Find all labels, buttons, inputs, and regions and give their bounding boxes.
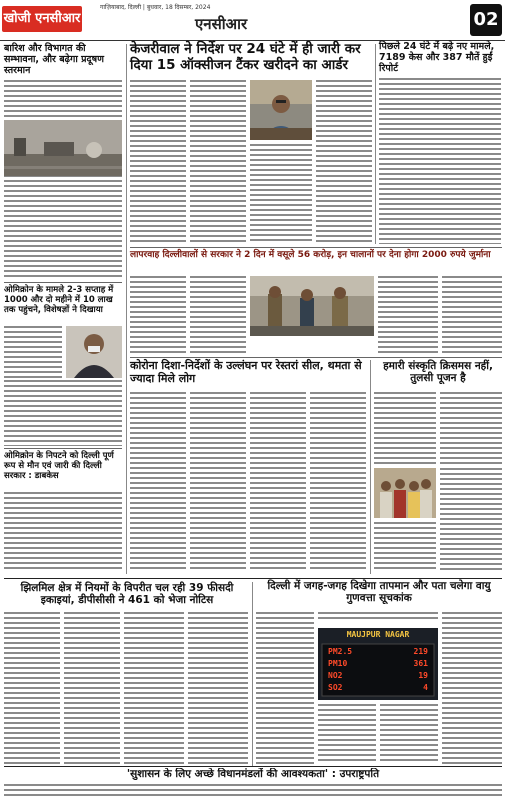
jhilmil-body-col4 [188, 612, 248, 764]
culture-body-col3 [440, 468, 502, 572]
delhi-body-col3 [318, 704, 376, 764]
section-title: एनसीआर [195, 15, 248, 33]
divider [4, 578, 502, 579]
aqi-label: PM10 [328, 659, 348, 668]
delhi-body-col4 [380, 704, 438, 764]
press-conference-image [250, 80, 312, 140]
newspaper-logo: खोजी एनसीआर [2, 6, 82, 32]
culture-body-col2 [440, 392, 502, 466]
mid-body-col2 [190, 276, 246, 354]
bottom-headline: 'सुशासन के लिए अच्छे विधानमंडलों की आवश्यकता' : उपराष्ट्रपति [126, 768, 380, 780]
corona-body-col3 [250, 392, 306, 572]
divider [130, 357, 502, 358]
group-photo [374, 468, 436, 518]
corona-body-col4 [310, 392, 366, 572]
divider [130, 247, 502, 248]
page-number: 02 [470, 4, 502, 36]
main-headline: केजरीवाल ने निर्देश पर 24 घंटे में ही जारी कर दिया 15 ऑक्सीजन टैंकर खरीदने का आर्डर [130, 41, 361, 73]
doctor-photo [66, 326, 122, 378]
mid-headline: लापरवाह दिल्लीवालों से सरकार ने 2 दिन में वसूले 56 करोड़, इन चालानों पर देना होगा 2000 रुपये जुर्माना [130, 250, 491, 260]
jhilmil-body-col3 [124, 612, 184, 764]
aqi-display-title: MAUJPUR NAGAR [346, 630, 410, 639]
aqi-row [328, 671, 428, 682]
aqi-label: SO2 [328, 683, 343, 692]
police-checking-image [250, 276, 374, 336]
person-image [66, 326, 122, 378]
main-body-col3 [250, 144, 312, 244]
column-rule [375, 44, 376, 244]
left-low-headline: ओमिक्रोन के निपटने को दिल्ली पूर्ण रूप से मौन एवं जारी की दिल्ली सरकार : डाबकेस [4, 451, 114, 481]
left-low-body [4, 492, 122, 570]
main-body-col4 [316, 80, 372, 244]
mid-body-col4 [442, 276, 502, 354]
fog-street-image [4, 120, 122, 176]
jhilmil-body-col2 [64, 612, 120, 764]
left-mid-body [4, 326, 62, 378]
aqi-label: PM2.5 [328, 647, 353, 656]
divider [4, 448, 122, 449]
left-top-body-2 [4, 180, 122, 280]
culture-body-col1 [374, 392, 436, 466]
right-top-headline: पिछले 24 घंटे में बढ़े नए मामले, 7189 केस और 387 मौतें हुईं रिपोर्ट [379, 41, 495, 74]
culture-headline: हमारी संस्कृति क्रिसमस नहीं, तुलसी पूजन है [383, 360, 493, 385]
mid-body-col3 [378, 276, 438, 354]
police-photo [250, 276, 374, 336]
divider [4, 282, 122, 283]
delhi-body-col5 [442, 612, 502, 764]
left-mid-body-2 [4, 380, 122, 446]
kejriwal-photo [250, 80, 312, 140]
delhi-body-col2 [318, 612, 438, 626]
corona-body-col1 [130, 392, 186, 572]
right-top-body [379, 78, 501, 244]
culture-body-col4 [374, 522, 436, 572]
aqi-row [328, 647, 428, 658]
column-rule [126, 44, 127, 574]
mid-body-col1 [130, 276, 186, 354]
jhilmil-headline: झिलमिल क्षेत्र में नियमों के विपरीत चल रही 39 फीसदी इकाइयां, डीपीसीसी ने 461 को भेजा नोटिस [20, 582, 234, 607]
group-image [374, 468, 436, 518]
bottom-body [4, 784, 502, 798]
divider [4, 766, 502, 767]
delhi-display-headline: दिल्ली में जगह-जगह दिखेगा तापमान और पता चलेगा वायु गुणवत्ता सूचकांक [267, 580, 491, 605]
aqi-value: 4 [423, 683, 428, 692]
left-mid-headline: ओमिक्रोन के मामले 2-3 सप्ताह में 1000 और दो महीने में 10 लाख तक पहुंचने, विशेषज्ञों ने दिखाया [4, 285, 114, 315]
corona-body-col2 [190, 392, 246, 572]
aqi-value: 361 [413, 659, 428, 668]
aqi-value: 19 [418, 671, 428, 680]
jhilmil-body-col1 [4, 612, 60, 764]
dateline: गाज़ियाबाद, दिल्ली | बुधवार, 18 दिसम्बर, 2024 [100, 4, 211, 11]
aqi-value: 219 [413, 647, 428, 656]
left-top-photo [4, 120, 122, 176]
aqi-row [328, 659, 428, 670]
aqi-display-photo [318, 628, 438, 700]
delhi-body-col1 [256, 612, 314, 764]
aqi-label: NO2 [328, 671, 343, 680]
column-rule [370, 360, 371, 574]
aqi-row [328, 683, 428, 694]
corona-headline: कोरोना दिशा-निर्देशों के उल्लंघन पर रेस्तरां सील, थमता से ज्यादा मिले लोग [130, 359, 362, 385]
column-rule [252, 582, 253, 766]
main-body-col2 [190, 80, 246, 244]
main-body-col1 [130, 80, 186, 244]
left-top-headline: बारिश और विभागत की सम्भावना, और बढ़ेगा प्रदूषण स्तरमान [4, 43, 104, 76]
